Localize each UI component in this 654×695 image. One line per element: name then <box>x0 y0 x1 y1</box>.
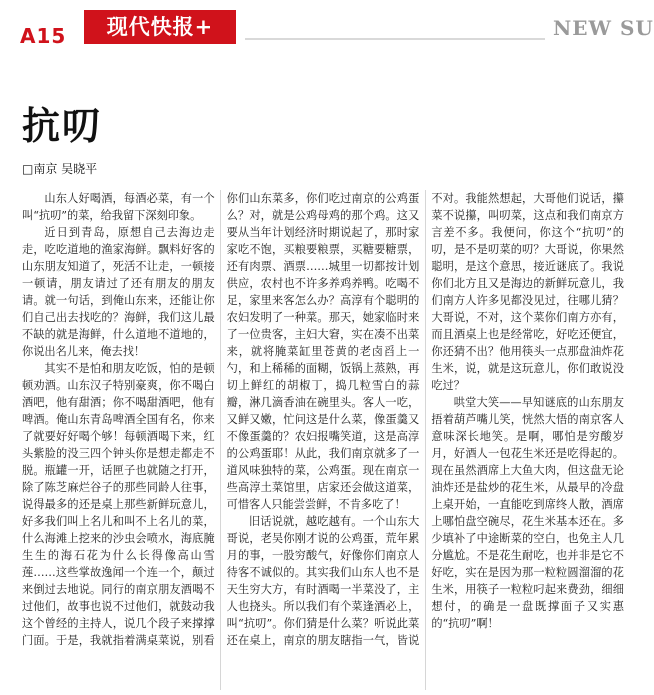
article-body <box>22 190 624 690</box>
newspaper-masthead: 现代快报+ <box>84 10 236 44</box>
article-paragraph: 近日到青岛，原想自己去海边走走，吃吃道地的渔家海鲜。飘料好客的山东朋友知道了，死活不让走，一顿接一顿请，朋友请过了还有朋友的朋友请。就一句话，到俺山东来，还能让你们自己出去找吃的？海鲜，我们这儿最不缺的就是海鲜，什么道地不道地的，你说出名儿来，俺去找！ <box>22 226 215 358</box>
page-header <box>0 0 654 60</box>
article-paragraph: 山东人好喝酒，每酒必菜，有一个叫“抗叨”的菜，给我留下深刻印象。 <box>22 192 215 222</box>
section-label: NEW SU <box>553 16 654 40</box>
article-paragraph: 其实不是怕和朋友吃饭，怕的是顿顿劝酒。山东汉子特别豪爽，你不喝白酒吧，他有甜酒；你不喝甜酒吧，他有啤酒。俺山东青岛啤酒全国有名，你来了就要好好喝个够！每顿酒喝下来，红头紫脸的没三四个钟头你是想走都走不脱。瓶罐一开，话匣子也就随之打开，除了陈芝麻烂谷子的那些同龄人往事，说得最多的还是桌上那些新鲜玩意儿，好多我们叫上名儿和叫不上名儿的菜，什么海滩上挖来的沙虫会喷水，海底腌生生的海石花为什么长得像高山雪莲……这些掌故逸闻一个连一个，颠过来倒过去地说。同行的南京朋友酒喝不过他们，故事也说不过他们，就鼓动我这个曾经的主持人，说几个段子来撑撑门面。于是，我就指着满桌菜说，别看你们山东菜多，你们吃过南京的公鸡蛋么？对，就是公鸡母鸡的那个鸡。这又要从当年计划经济时期说起了，那时家家吃不饱，买粮要粮票，买糖要糖票，还有肉票、酒票……城里一切都按计划供应，农村也不许多养鸡养鸭。吃喝不足，家里来客怎么办？高淳有个聪明的农妇发明了一种菜。那天，她家临时来了一位贵客，主妇大窘，实在凑不出菜来，就将腌菜缸里苍黄的老卤舀上一勺，和上稀稀的面糊，饭锅上蒸熟，再切上鲜红的胡椒丁，捣几粒雪白的蒜瓣，淋几滴香油在碗里头。客人一吃，又鲜又嫩，忙问这是什么菜，像蛋羹又不像蛋羹的？农妇报嘴笑道，这是高淳的公鸡蛋耶！从此，我们南京就多了一道风味独特的菜，公鸡蛋。现在南京一些高淳土菜馆里，店家还会做这道菜，可惜客人只能尝尝鲜，不肯多吃了！ <box>22 192 420 647</box>
article-paragraph: 旧话说就，越吃越有。一个山东大哥说，老吴你刚才说的公鸡蛋，荒年累月的事，一股穷酸气，好像你们南京人待客不诚似的。其实我们山东人也不是天生穷大方，有时酒喝一半菜没了，主人也挠头。所以我们有个菜逢酒必上，叫“抗叨”。你们猜是什么菜？听说此菜还在桌上，南京的朋友瞎指一气，皆说不对。我能然想起，大哥他们说话，攥菜不说攥，叫叨菜，这点和我们南京方言差不多。我便问，你这个“抗叨”的叨，是不是叨菜的叨？大哥说，你果然聪明，是这个意思，接近谜底了。我说你们北方且又是海边的新鲜玩意儿，我们南方人许多见都没见过，往哪儿猜？大哥说，不对，这个菜你们南方亦有，而且酒桌上也是经常吃，好吃还便宜，你还猜不出？他用筷头一点那盘油炸花生米，说，就是这玩意儿，你们敢说没吃过？ <box>226 192 624 647</box>
page-number: A15 <box>20 24 67 48</box>
article-title: 抗叨 <box>22 103 103 148</box>
article-byline: □南京 吴晓平 <box>22 162 98 176</box>
article-paragraph: 哄堂大笑——早知谜底的山东朋友捂着葫芦嘴儿笑，恍然大悟的南京客人意味深长地笑。是啊，哪怕是穷酸岁月，好酒人一包花生米还是吃得起的。现在虽然酒席上大鱼大肉，但这盘无论油炸还是盐炒的花生米，从最早的冷盘上桌开始，一直能吃到席终人散，酒席上哪怕盘空碗尽，花生米基本还在。多少填补了中途断菜的空白，也免主人几分尴尬。不是花生耐吃，也并非是它不好吃，实在是因为那一粒粒圆溜溜的花生米，用筷子一粒粒叼起来费劲，细细想付，的确是一盘既撑面子又实惠的“抗叨”啊！ <box>431 396 624 630</box>
header-divider <box>245 38 545 40</box>
